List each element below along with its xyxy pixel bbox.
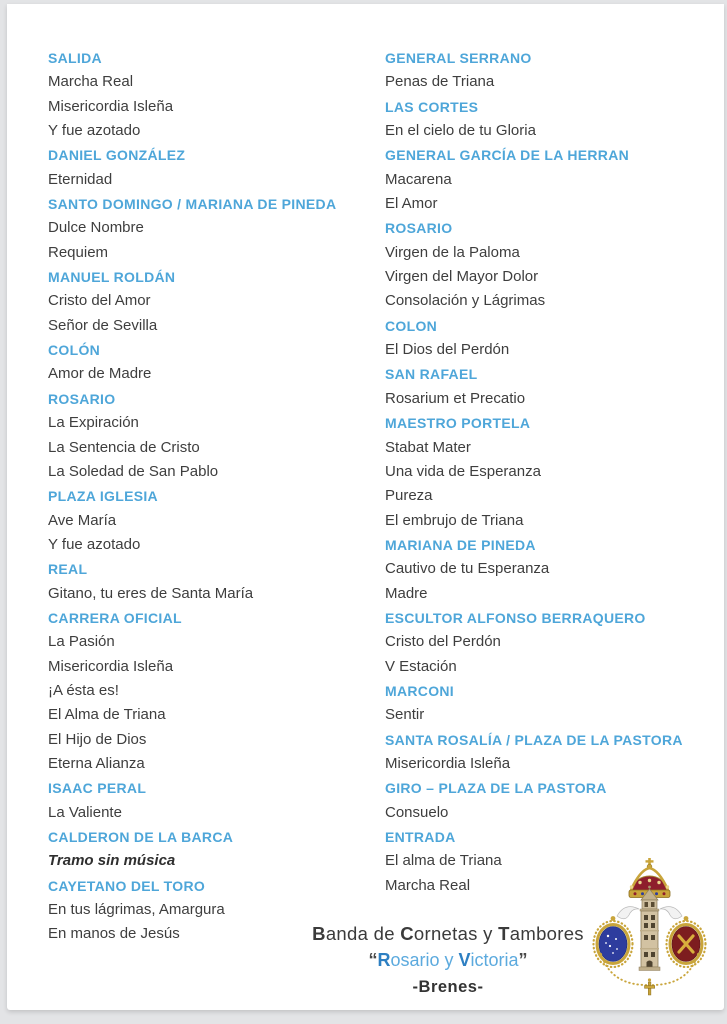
song-title: El alma de Triana <box>385 852 502 870</box>
song-title: Pureza <box>385 487 433 505</box>
song-title: Cristo del Amor <box>48 292 151 310</box>
route-list-right-column <box>385 46 683 898</box>
song-title: Marcha Real <box>48 73 134 91</box>
route-heading: SANTA ROSALÍA / PLAZA DE LA PASTORA <box>385 731 683 748</box>
song-title: Consuelo <box>385 803 449 821</box>
song-title: Amor de Madre <box>48 365 152 383</box>
maroon-medallion-icon <box>667 916 706 967</box>
text-segment: ornetas y <box>413 923 499 944</box>
song-title: La Sentencia de Cristo <box>48 438 200 456</box>
song-title: Consolación y Lágrimas <box>385 292 546 310</box>
route-heading: LAS CORTES <box>385 98 479 115</box>
note-line: Tramo sin música <box>48 852 176 870</box>
route-heading: CAYETANO DEL TORO <box>48 877 206 894</box>
song-title: En el cielo de tu Gloria <box>385 122 536 140</box>
route-heading: CALDERON DE LA BARCA <box>48 829 234 845</box>
song-title: Y fue azotado <box>48 122 141 140</box>
song-title: El Dios del Perdón <box>385 341 510 359</box>
song-title: Eterna Alianza <box>48 754 145 772</box>
band-name <box>298 920 598 947</box>
song-title: V Estación <box>385 657 457 675</box>
text-segment: B <box>312 923 326 944</box>
route-heading: PLAZA IGLESIA <box>48 488 158 505</box>
song-title: Gitano, tu eres de Santa María <box>48 584 254 602</box>
song-title: Virgen de la Paloma <box>385 243 520 261</box>
route-heading: SALIDA <box>48 50 102 66</box>
band-location: -Brenes- <box>412 978 484 996</box>
song-title: En manos de Jesús <box>48 925 180 943</box>
route-heading: COLON <box>385 317 438 334</box>
text-segment: ” <box>518 950 528 970</box>
text-segment: “ <box>368 950 378 970</box>
text-segment: C <box>400 923 414 944</box>
song-title: Misericordia Isleña <box>48 657 174 675</box>
song-title: ¡A ésta es! <box>48 681 119 699</box>
song-title: Macarena <box>385 170 452 188</box>
document-page <box>7 4 724 1010</box>
song-title: Sentir <box>385 706 425 724</box>
song-title: Y fue azotado <box>48 535 141 553</box>
route-heading: ESCULTOR ALFONSO BERRAQUERO <box>385 609 646 626</box>
route-heading: COLÓN <box>48 342 101 359</box>
song-title: Madre <box>385 584 428 602</box>
route-heading: ROSARIO <box>48 390 116 407</box>
route-list-left-column <box>48 46 336 947</box>
route-heading: MAESTRO PORTELA <box>385 415 531 432</box>
text-segment: T <box>498 923 510 944</box>
blue-medallion-icon <box>594 916 633 967</box>
crown-cross-icon <box>646 858 654 869</box>
route-heading: CARRERA OFICIAL <box>48 609 182 626</box>
text-segment: ictoria <box>470 950 519 970</box>
song-title: Misericordia Isleña <box>48 97 174 115</box>
song-title: La Pasión <box>48 633 115 651</box>
song-title: Una vida de Esperanza <box>385 462 541 480</box>
song-title: El embrujo de Triana <box>385 511 524 529</box>
route-heading: GENERAL SERRANO <box>385 50 532 66</box>
text-segment: R <box>377 950 391 970</box>
song-title: Marcha Real <box>385 876 471 894</box>
song-title: Misericordia Isleña <box>385 754 511 772</box>
route-heading: GENERAL GARCÍA DE LA HERRAN <box>385 147 630 164</box>
route-heading: MANUEL ROLDÁN <box>48 269 176 286</box>
song-title: El Amor <box>385 195 438 213</box>
route-heading: ENTRADA <box>385 829 456 845</box>
band-title <box>298 947 598 974</box>
song-title: La Valiente <box>48 803 122 821</box>
song-title: La Expiración <box>48 414 139 432</box>
song-title: Cristo del Perdón <box>385 633 501 651</box>
route-heading: MARCONI <box>385 682 454 699</box>
song-title: El Hijo de Dios <box>48 730 147 748</box>
song-title: Cautivo de tu Esperanza <box>385 560 550 578</box>
song-title: Penas de Triana <box>385 73 495 91</box>
song-title: En tus lágrimas, Amargura <box>48 901 225 919</box>
route-heading: GIRO – PLAZA DE LA PASTORA <box>385 780 607 797</box>
route-heading: SANTO DOMINGO / MARIANA DE PINEDA <box>48 196 337 213</box>
song-title: Virgen del Mayor Dolor <box>385 268 539 286</box>
route-heading: ISAAC PERAL <box>48 780 147 797</box>
band-signature-block <box>298 920 598 1001</box>
text-segment: osario y <box>390 950 459 970</box>
song-title: Ave María <box>48 511 117 529</box>
song-title: La Soledad de San Pablo <box>48 462 219 480</box>
band-crest-emblem-icon <box>587 856 713 1008</box>
text-segment: anda de <box>325 923 401 944</box>
song-title: Dulce Nombre <box>48 219 144 237</box>
route-heading: DANIEL GONZÁLEZ <box>48 147 186 164</box>
song-title: Requiem <box>48 243 109 261</box>
song-title: Señor de Sevilla <box>48 316 158 334</box>
route-heading: SAN RAFAEL <box>385 366 478 383</box>
text-segment: V <box>458 950 471 970</box>
song-title: Rosarium et Precatio <box>385 389 526 407</box>
route-heading: MARIANA DE PINEDA <box>385 536 536 553</box>
text-segment: ambores <box>509 923 584 944</box>
song-title: Eternidad <box>48 170 113 188</box>
route-heading: ROSARIO <box>385 220 453 237</box>
song-title: Stabat Mater <box>385 438 471 456</box>
giralda-tower-icon <box>639 886 660 971</box>
song-title: El Alma de Triana <box>48 706 166 724</box>
route-heading: REAL <box>48 561 88 578</box>
